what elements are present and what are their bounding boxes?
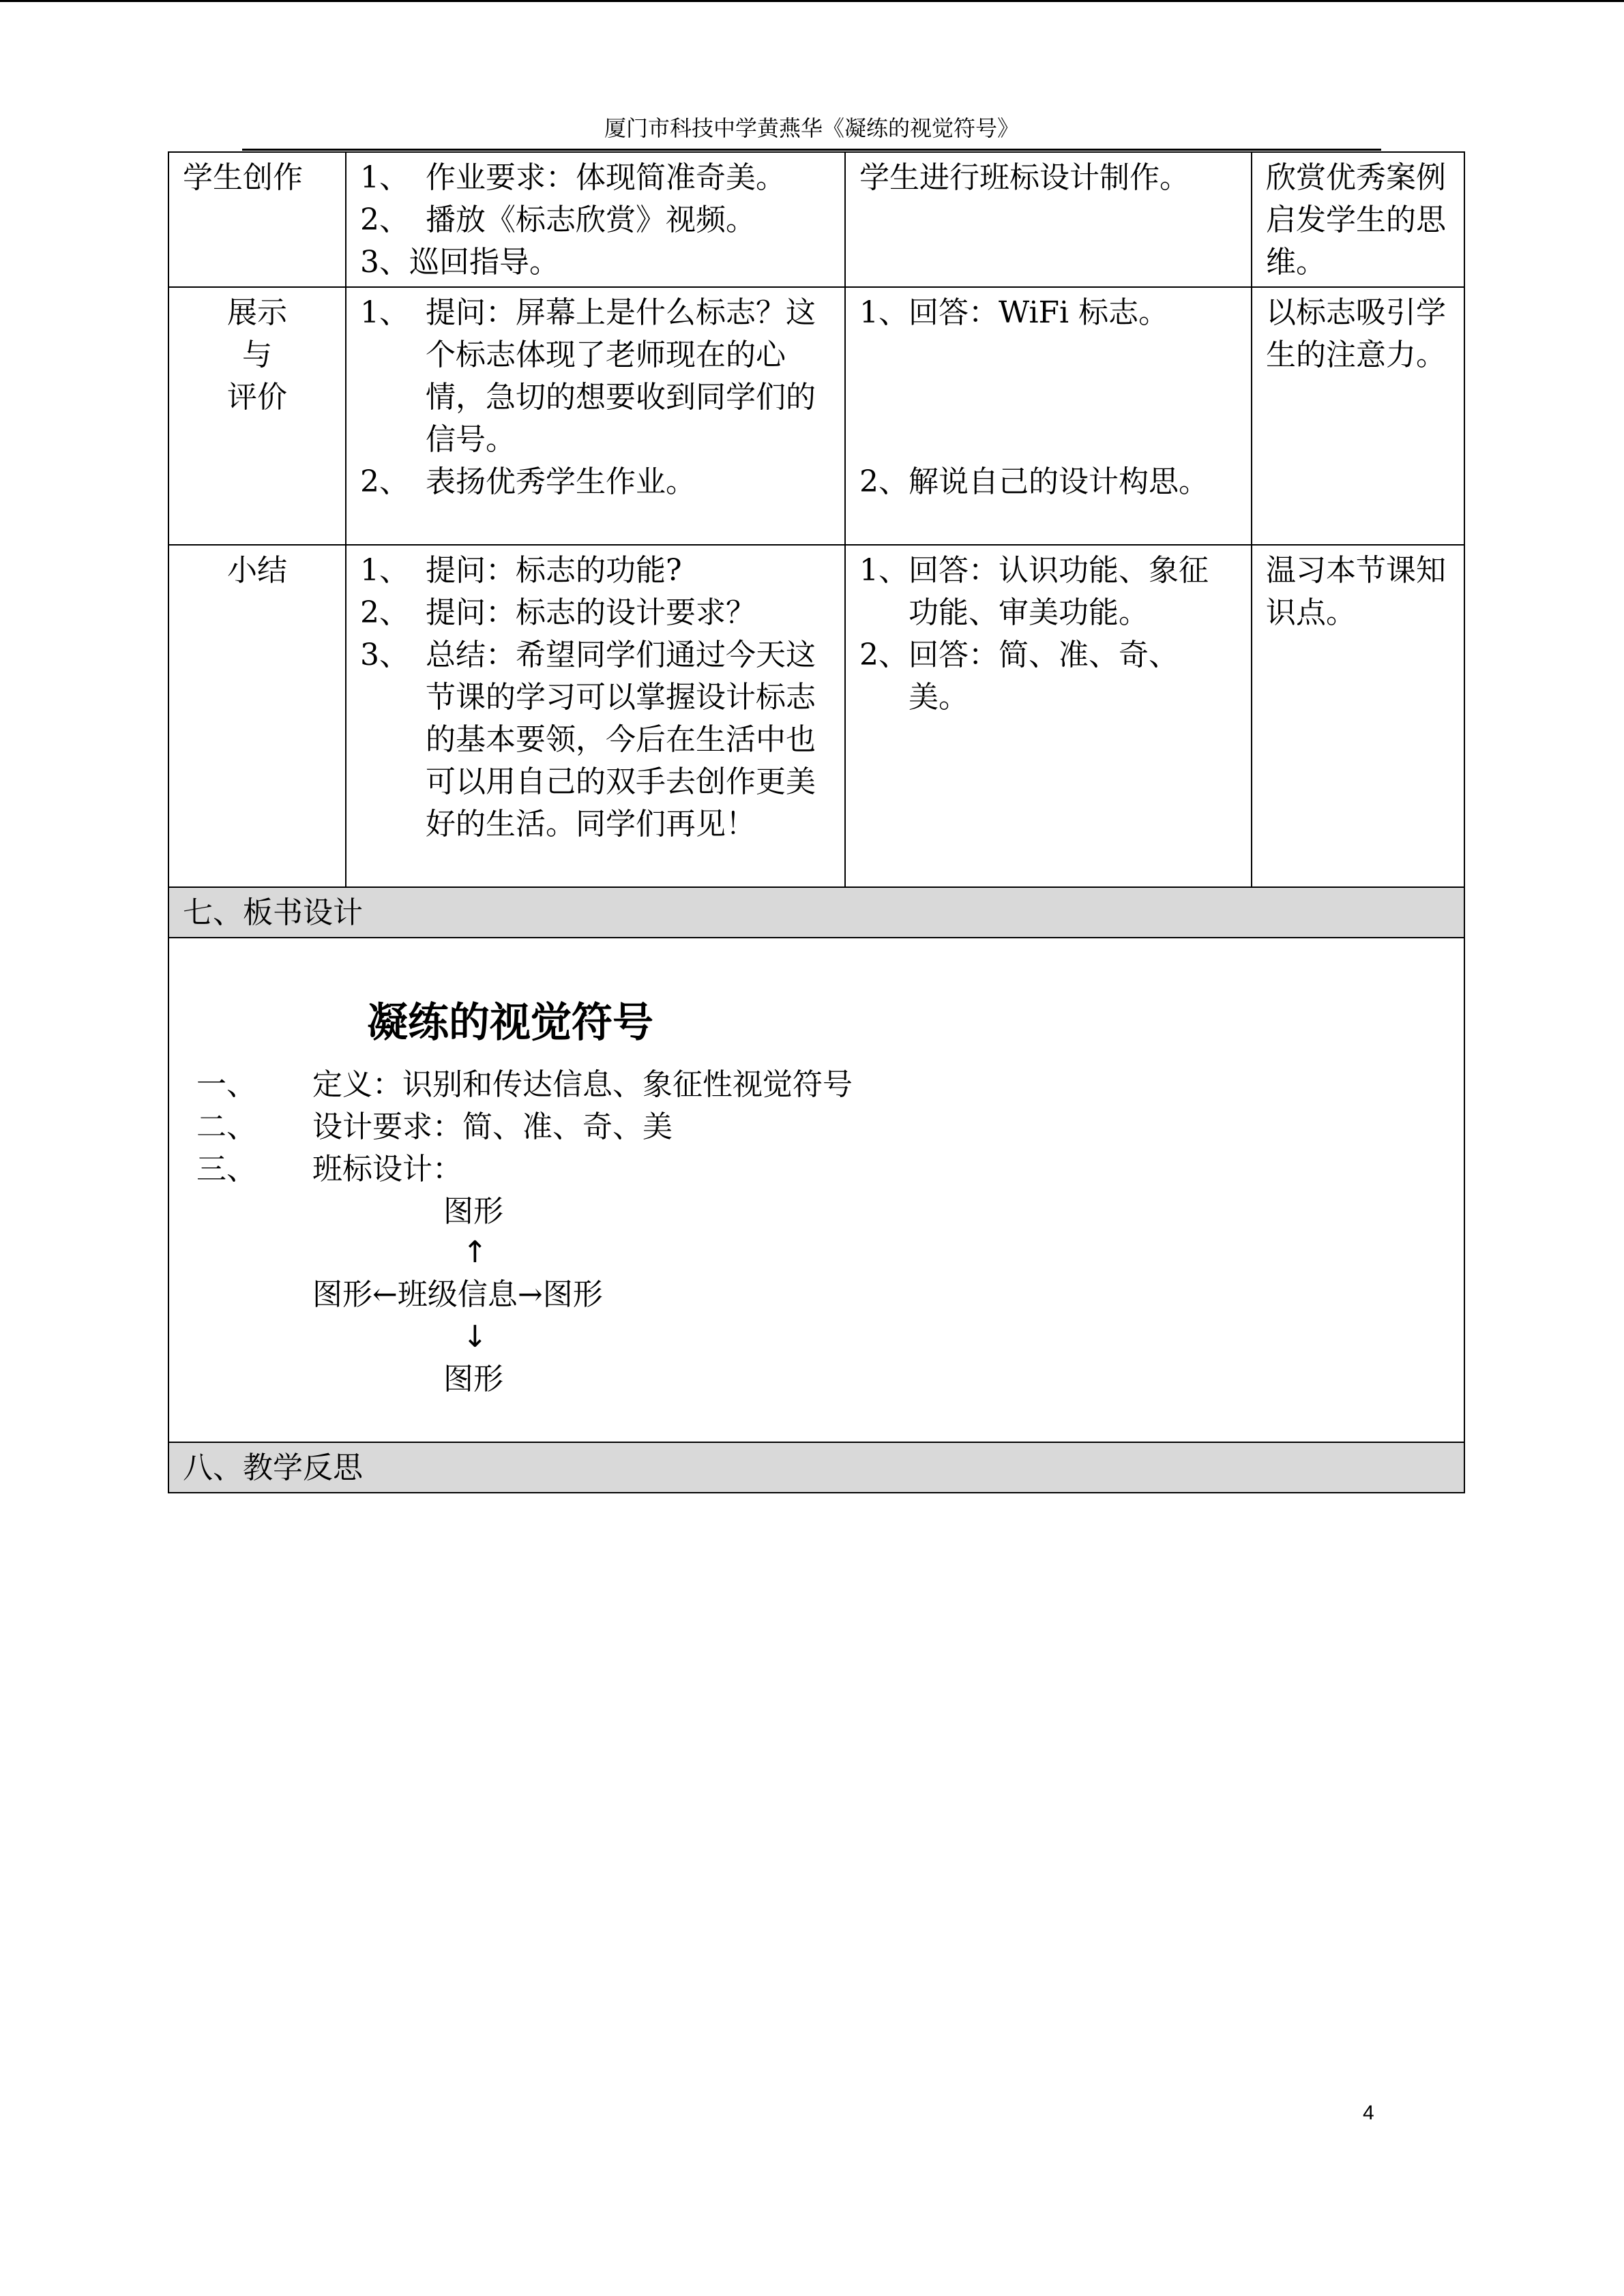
board-design-cell xyxy=(168,938,1464,1442)
student-activity-cell xyxy=(845,152,1252,287)
section-heading: 八、教学反思 xyxy=(168,1442,1464,1493)
design-purpose-cell: 以标志吸引学生的注意力。 xyxy=(1252,287,1464,545)
student-activity-text: 学生进行班标设计制作。 xyxy=(859,160,1190,195)
list-item: 1、 提问：标志的功能? xyxy=(360,553,682,588)
arrow-right-icon: → xyxy=(517,1277,543,1312)
board-item: 一、 定义：识别和传达信息、象征性视觉符号 xyxy=(196,1067,853,1102)
design-purpose-cell: 温习本节课知识点。 xyxy=(1252,545,1464,887)
section-heading: 七、板书设计 xyxy=(168,887,1464,938)
student-activity-cell xyxy=(845,545,1252,887)
page-header: 厦门市科技中学黄燕华《凝练的视觉符号》 xyxy=(604,115,1019,141)
board-item: 二、 设计要求：简、准、奇、美 xyxy=(196,1109,673,1144)
board-item: 三、 班标设计： xyxy=(196,1152,462,1187)
list-item: 1、 提问：屏幕上是什么标志？这个标志体现了老师现在的心情，急切的想要收到同学们的信号。 xyxy=(360,295,816,457)
header-rule xyxy=(242,149,1381,151)
diagram-left-label: 图形 xyxy=(312,1277,372,1312)
spacer xyxy=(859,419,1237,461)
stage-cell: 小结 xyxy=(168,545,346,887)
arrow-down-icon: ↓ xyxy=(462,1320,488,1354)
list-item: 1、 回答：认识功能、象征功能、审美功能。 xyxy=(859,553,1209,630)
teacher-activity-cell xyxy=(346,152,845,287)
board-title: 凝练的视觉符号 xyxy=(367,999,653,1047)
page-number: 4 xyxy=(1363,2102,1374,2124)
teacher-activity-cell xyxy=(346,287,845,545)
list-item: 3、 总结：希望同学们通过今天这节课的学习可以掌握设计标志的基本要领，今后在生活中也可以用自己的双手去创作更美好的生活。同学们再见！ xyxy=(360,638,816,841)
diagram-top-label: 图形 xyxy=(443,1194,503,1229)
stage-cell: 学生创作 xyxy=(168,152,346,287)
table-row-summary xyxy=(168,545,1464,887)
lesson-plan-table xyxy=(168,151,1465,1493)
list-item: 1、 作业要求：体现简准奇美。 xyxy=(360,160,786,195)
page-top-border xyxy=(0,0,1624,2)
arrow-up-icon: ↑ xyxy=(462,1235,488,1270)
spacer xyxy=(859,376,1237,419)
list-item: 1、 回答：WiFi 标志。 xyxy=(859,295,1169,330)
table-row-board-content xyxy=(168,938,1464,1442)
list-item: 2、 提问：标志的设计要求？ xyxy=(360,595,756,630)
list-item: 2、 解说自己的设计构思。 xyxy=(859,464,1209,499)
stage-label-line: 展示 xyxy=(227,295,287,330)
diagram-bottom-label: 图形 xyxy=(443,1362,503,1397)
table-row-presentation xyxy=(168,287,1464,545)
list-item: 3、巡回指导。 xyxy=(360,245,559,280)
diagram-middle-row xyxy=(312,1274,603,1316)
spacer xyxy=(859,334,1237,376)
arrow-left-icon: ← xyxy=(372,1277,398,1312)
stage-cell xyxy=(168,287,346,545)
table-row-student-creation xyxy=(168,152,1464,287)
diagram-right-label: 图形 xyxy=(542,1277,603,1312)
table-row-section-board xyxy=(168,887,1464,938)
table-row-section-reflection xyxy=(168,1442,1464,1493)
stage-label-line: 与 xyxy=(242,338,272,372)
teacher-activity-cell xyxy=(346,545,845,887)
design-purpose-cell: 欣赏优秀案例启发学生的思维。 xyxy=(1252,152,1464,287)
student-activity-cell xyxy=(845,287,1252,545)
stage-label-line: 评价 xyxy=(227,380,287,415)
list-item: 2、 表扬优秀学生作业。 xyxy=(360,464,696,499)
diagram-center-label: 班级信息 xyxy=(397,1277,518,1312)
list-item: 2、 回答：简、准、奇、美。 xyxy=(859,638,1179,715)
list-item: 2、 播放《标志欣赏》视频。 xyxy=(360,203,756,237)
